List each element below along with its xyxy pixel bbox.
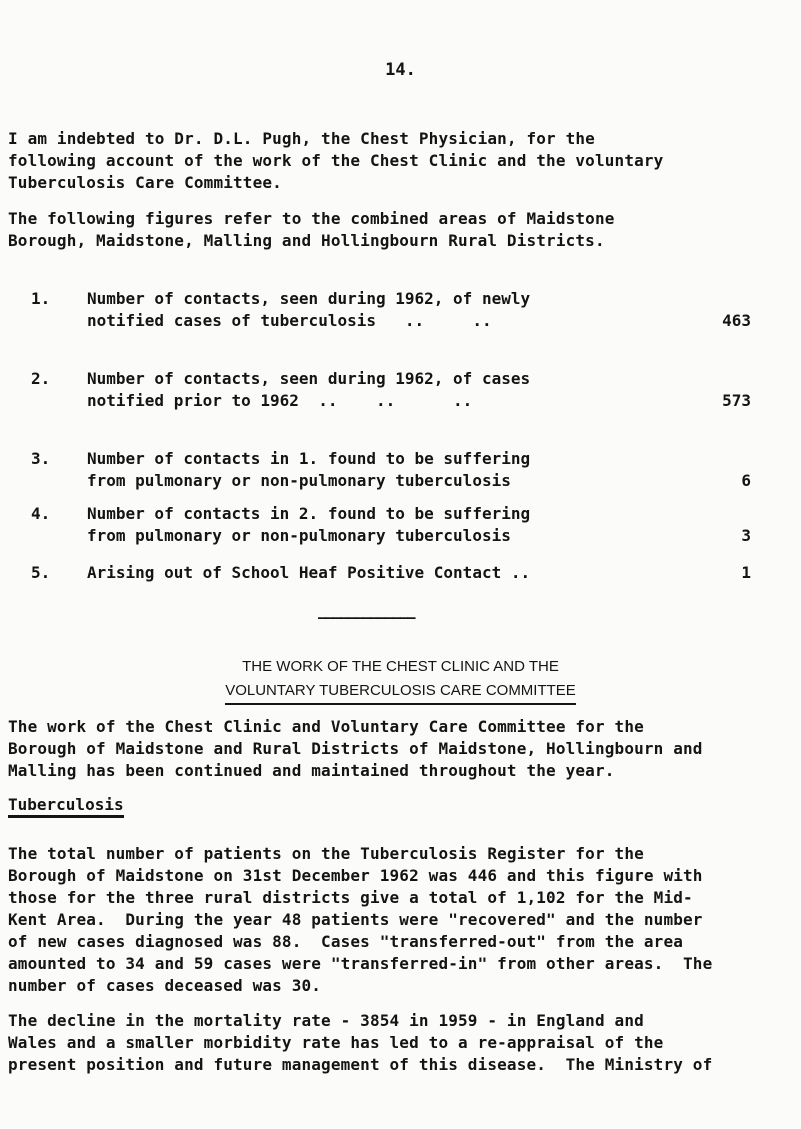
item-value: 1 bbox=[741, 563, 751, 582]
page-number: 14. bbox=[385, 60, 416, 80]
item-number: 3. bbox=[31, 449, 51, 468]
figures-intro-line: The following figures refer to the combined areas of Maidstone bbox=[8, 209, 615, 228]
figures-intro-line: Borough, Maidstone, Malling and Hollingbourn Rural Districts. bbox=[8, 231, 605, 250]
item-value: 3 bbox=[741, 526, 751, 545]
decline-line: The decline in the mortality rate - 3854 in 1959 - in England and bbox=[8, 1011, 644, 1030]
intro-paragraph bbox=[8, 128, 793, 194]
tb-line: those for the three rural districts give a total of 1,102 for the Mid- bbox=[8, 888, 693, 907]
intro-line: I am indebted to Dr. D.L. Pugh, the Chest Physician, for the bbox=[8, 129, 595, 148]
decline-line: present position and future management of this disease. The Ministry of bbox=[8, 1055, 713, 1074]
item-line: Number of contacts, seen during 1962, of cases bbox=[87, 369, 531, 388]
intro-line: Tuberculosis Care Committee. bbox=[8, 173, 282, 192]
item-line: notified cases of tuberculosis .. .. bbox=[87, 311, 492, 330]
work-paragraph bbox=[8, 716, 793, 782]
item-value: 573 bbox=[722, 391, 751, 410]
item-text bbox=[87, 368, 647, 412]
item-value: 6 bbox=[741, 471, 751, 490]
tb-line: The total number of patients on the Tuberculosis Register for the bbox=[8, 844, 644, 863]
tb-line: Kent Area. During the year 48 patients were "recovered" and the number bbox=[8, 910, 703, 929]
tb-line: of new cases diagnosed was 88. Cases "transferred-out" from the area bbox=[8, 932, 684, 951]
intro-line: following account of the work of the Chest Clinic and the voluntary bbox=[8, 151, 664, 170]
item-number: 1. bbox=[31, 289, 51, 308]
item-text bbox=[87, 562, 647, 584]
tb-line: amounted to 34 and 59 cases were "transferred-in" from other areas. The bbox=[8, 954, 713, 973]
work-line: The work of the Chest Clinic and Voluntary Care Committee for the bbox=[8, 717, 644, 736]
item-line: from pulmonary or non-pulmonary tuberculosis bbox=[87, 526, 511, 545]
decline-line: Wales and a smaller morbidity rate has led to a re-appraisal of the bbox=[8, 1033, 664, 1052]
item-line: Number of contacts, seen during 1962, of newly bbox=[87, 289, 531, 308]
item-text bbox=[87, 503, 647, 547]
item-text bbox=[87, 448, 647, 492]
item-line: notified prior to 1962 .. .. .. bbox=[87, 391, 473, 410]
item-line: Number of contacts in 1. found to be suffering bbox=[87, 449, 531, 468]
tb-line: number of cases deceased was 30. bbox=[8, 976, 322, 995]
section-divider: ————————————— bbox=[318, 610, 415, 626]
decline-paragraph bbox=[8, 1010, 793, 1076]
tuberculosis-subheading: Tuberculosis bbox=[8, 794, 124, 818]
tuberculosis-paragraph bbox=[8, 843, 793, 997]
section-heading-line2: VOLUNTARY TUBERCULOSIS CARE COMMITTEE bbox=[225, 679, 576, 705]
item-number: 5. bbox=[31, 563, 51, 582]
work-line: Borough of Maidstone and Rural Districts of Maidstone, Hollingbourn and bbox=[8, 739, 703, 758]
section-heading bbox=[0, 655, 801, 705]
section-heading-line1: THE WORK OF THE CHEST CLINIC AND THE bbox=[242, 658, 559, 675]
item-text bbox=[87, 288, 647, 332]
work-line: Malling has been continued and maintained throughout the year. bbox=[8, 761, 615, 780]
item-line: Arising out of School Heaf Positive Contact .. bbox=[87, 563, 531, 582]
item-number: 4. bbox=[31, 504, 51, 523]
figures-intro-paragraph bbox=[8, 208, 793, 252]
item-number: 2. bbox=[31, 369, 51, 388]
item-value: 463 bbox=[722, 311, 751, 330]
tb-line: Borough of Maidstone on 31st December 1962 was 446 and this figure with bbox=[8, 866, 703, 885]
item-line: from pulmonary or non-pulmonary tuberculosis bbox=[87, 471, 511, 490]
item-line: Number of contacts in 2. found to be suffering bbox=[87, 504, 531, 523]
